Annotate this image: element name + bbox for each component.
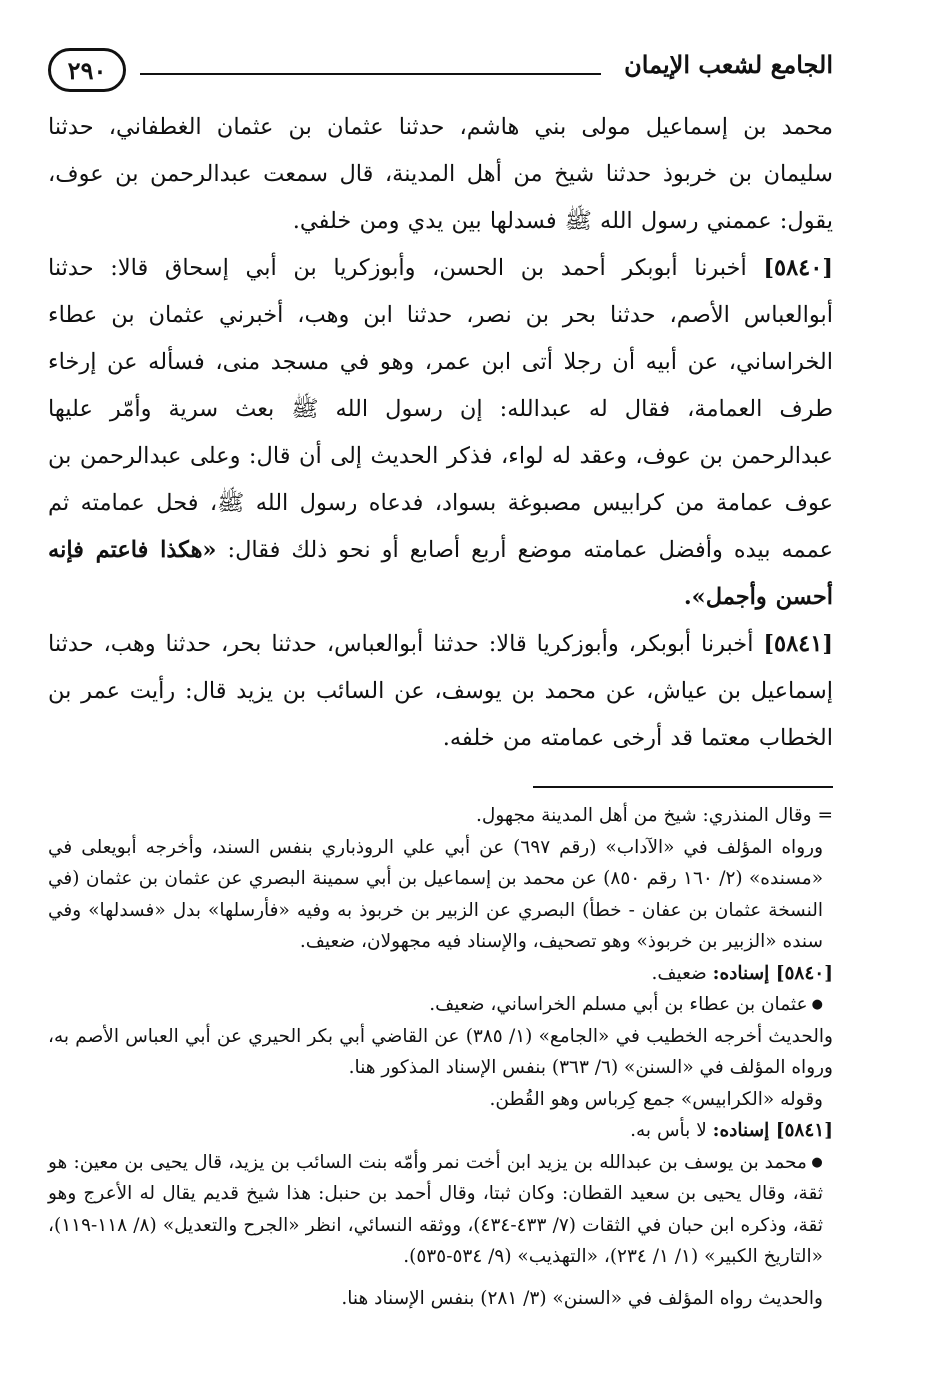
footnotes bbox=[48, 800, 833, 1314]
footnote-bullet: ● محمد بن يوسف بن عبدالله بن يزيد ابن أخت نمر وأمّه بنت السائب بن يزيد، قال يحيى بن معين: هو ثقة، وقال يحيى بن سعيد القطان: وكان ثبتا، وقال أحمد بن حنبل: هذا شيخ قديم يقال له الأعرج وهو ثقة، وذكره ابن حبان في الثقات (٧/ ٤٣٣-٤٣٤)، ووثقه النسائي، انظر «الجرح والتعديل» (٨/ ١١٨-١١٩)، «التاريخ الكبير» (١/ ١/ ٢٣٤)، «التهذيب» (٩/ ٥٣٤-٥٣٥). bbox=[48, 1147, 833, 1273]
page-number: ٢٩٠ bbox=[48, 48, 126, 92]
footnote-bullet: ● عثمان بن عطاء بن أبي مسلم الخراساني، ضعيف. bbox=[48, 989, 833, 1021]
hadith-continuation-text: محمد بن إسماعيل مولى بني هاشم، حدثنا عثمان بن عثمان الغطفاني، حدثنا سليمان بن خربوذ حدثنا شيخ من أهل المدينة، قال سمعت عبدالرحمن بن عوف، يقول: عممني رسول الله ﷺ فسدلها بين يدي ومن خلفي. bbox=[48, 114, 833, 234]
footnote-verdict: ضعيف. bbox=[651, 962, 707, 984]
hadith-text: أخبرنا أبوبكر، وأبوزكريا قالا: حدثنا أبوالعباس، حدثنا بحر، حدثنا وهب، حدثنا إسماعيل بن عياش، عن محمد بن يوسف، عن السائب بن يزيد قال: رأيت عمر بن الخطاب معتما قد أرخى عمامته من خلفه. bbox=[48, 631, 833, 751]
footnote-line: = وقال المنذري: شيخ من أهل المدينة مجهول. bbox=[476, 805, 833, 826]
footnote-verdict: لا بأس به. bbox=[630, 1120, 707, 1141]
footnote-line: وقوله «الكرابيس» جمع كِرباس وهو القُطن. bbox=[489, 1088, 823, 1110]
footnote-heading: [٥٨٤١] إسناده: bbox=[712, 1120, 833, 1141]
footnote-line bbox=[48, 1115, 833, 1147]
footnote-line bbox=[48, 958, 833, 990]
hadith-5841 bbox=[48, 621, 833, 762]
main-text bbox=[48, 104, 833, 762]
hadith-5840 bbox=[48, 245, 833, 621]
header-rule bbox=[140, 73, 601, 75]
footnote-line: والحديث أخرجه الخطيب في «الجامع» (١/ ٣٨٥) عن القاضي أبي بكر الحيري عن أبي العباس الأصم به، ورواه المؤلف في «السنن» (٦/ ٣٦٣) بنفس الإسناد المذكور هنا. bbox=[48, 1025, 833, 1078]
book-page bbox=[48, 42, 833, 1362]
footnote-separator bbox=[533, 786, 833, 788]
footnote-line: والحديث رواه المؤلف في «السنن» (٣/ ٢٨١) بنفس الإسناد هنا. bbox=[341, 1287, 823, 1309]
prophet-saying: «هكذا فاعتم فإنه أحسن وأجمل». bbox=[48, 537, 833, 610]
running-title: الجامع لشعب الإيمان bbox=[624, 50, 833, 79]
hadith-text: أخبرنا أبوبكر أحمد بن الحسن، وأبوزكريا بن أبي إسحاق قالا: حدثنا أبوالعباس الأصم، حدثنا بحر بن نصر، حدثنا ابن وهب، أخبرني عثمان بن عطاء الخراساني، عن أبيه أن رجلا أتى ابن عمر، وهو في مسجد منى، فسأله عن إرخاء طرف العمامة، فقال له عبدالله: إن رسول الله ﷺ بعث سرية وأمّر عليها عبدالرحمن بن عوف، وعقد له لواء، فذكر الحديث إلى أن قال: وعلى عبدالرحمن بن عوف عمامة من كرابيس مصبوغة بسواد، فدعاه رسول الله ﷺ، فحل عمامته ثم عممه بيده وأفضل عمامته موضع أربع أصابع أو نحو ذلك فقال: bbox=[48, 255, 834, 563]
footnote-line: ورواه المؤلف في «الآداب» (رقم ٦٩٧) عن أبي علي الروذباري بنفس السند، وأخرجه أبويعلى في «مسنده» (٢/ ١٦٠ رقم ٨٥٠) عن محمد بن إسماعيل بن أبي سمينة البصري عن عثمان بن عثمان (في النسخة عثمان بن عفان - خطأ) البصري عن الزبير بن خربوذ به وفيه «فأرسلها» بدل «فسدلها» وفي سنده «الزبير بن خربوذ» وهو تصحيف، والإسناد فيه مجهولان، ضعيف. bbox=[48, 836, 824, 952]
hadith-continuation bbox=[48, 104, 833, 245]
page-header bbox=[48, 42, 833, 104]
hadith-number: [٥٨٤١] bbox=[763, 631, 833, 657]
hadith-number: [٥٨٤٠] bbox=[763, 255, 834, 281]
footnote-heading: [٥٨٤٠] إسناده: bbox=[712, 962, 833, 984]
